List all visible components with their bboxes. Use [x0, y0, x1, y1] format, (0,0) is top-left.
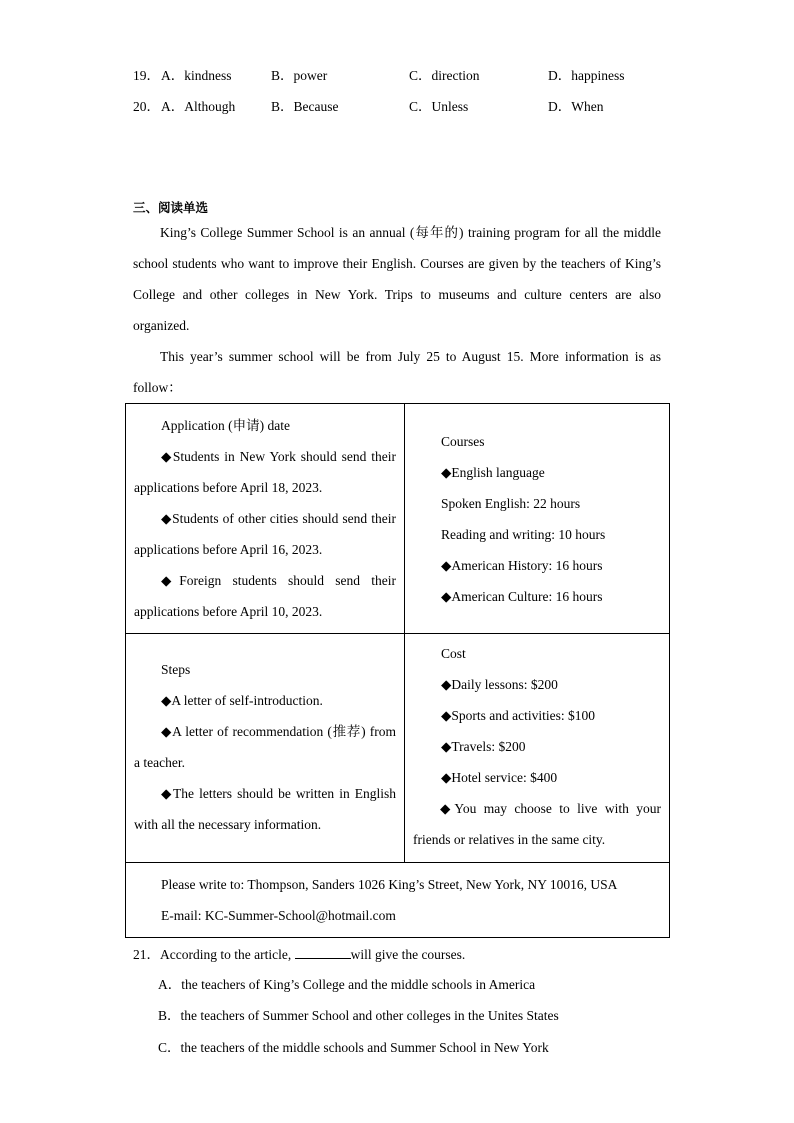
option-a: A．kindness	[161, 68, 232, 83]
stem-text: will give the courses.	[350, 947, 466, 962]
steps-heading: Steps	[161, 662, 191, 677]
option-a: A．Although	[161, 99, 236, 114]
question-number: 20．	[133, 99, 160, 114]
steps-item: ◆The letters should be written in English with all the necessary information.	[134, 786, 396, 832]
cost-heading: Cost	[441, 646, 466, 661]
steps-item: ◆A letter of self-introduction.	[161, 693, 323, 708]
section-title: 三、阅读单选	[133, 200, 209, 215]
question-20	[133, 97, 673, 117]
option-b: B．Because	[271, 99, 339, 114]
application-item: ◆Students of other cities should send their applications before April 16, 2023.	[134, 511, 396, 557]
courses-line: ◆American Culture: 16 hours	[441, 589, 603, 604]
cost-line: ◆Travels: $200	[441, 739, 526, 754]
courses-line: Reading and writing: 10 hours	[441, 527, 606, 542]
application-cell	[126, 404, 405, 634]
contact-address: Please write to: Thompson, Sanders 1026 King’s Street, New York, NY 10016, USA	[161, 877, 618, 892]
question-number: 19．	[133, 68, 160, 83]
info-table	[125, 403, 670, 938]
contact-cell	[126, 863, 670, 938]
cost-line: ◆Hotel service: $400	[441, 770, 558, 785]
cost-line: ◆You may choose to live with your friends or relatives in the same city.	[413, 801, 661, 847]
application-item: ◆Students in New York should send their applications before April 18, 2023.	[134, 449, 396, 495]
option-c: C．Unless	[409, 99, 469, 114]
question-21-option-c: C．the teachers of the middle schools and Summer School in New York	[158, 1040, 549, 1055]
option-d: D．When	[548, 99, 604, 114]
question-number: 21．	[133, 947, 160, 962]
passage-paragraph-1: King’s College Summer School is an annual (每年的) training program for all the middle school students who want to improve their English. Courses are given by the teachers of King’s College and other colleges in New York. Trips to museums and culture centers are also organized.	[133, 225, 661, 333]
question-19	[133, 66, 673, 86]
question-21-option-b: B．the teachers of Summer School and other colleges in the Unites States	[158, 1008, 559, 1023]
question-21-option-a: A．the teachers of King’s College and the middle schools in America	[158, 977, 536, 992]
stem-text: According to the article,	[160, 947, 292, 962]
cost-cell	[405, 634, 670, 863]
steps-cell	[126, 634, 405, 863]
cost-line: ◆Sports and activities: $100	[441, 708, 595, 723]
application-item: ◆Foreign students should send their applications before April 10, 2023.	[134, 573, 396, 619]
option-d: D．happiness	[548, 68, 625, 83]
courses-heading: Courses	[441, 434, 485, 449]
courses-cell	[405, 404, 670, 634]
answer-blank	[295, 944, 351, 959]
steps-item: ◆A letter of recommendation (推荐) from a teacher.	[134, 724, 396, 770]
courses-line: ◆English language	[441, 465, 545, 480]
courses-line: Spoken English: 22 hours	[441, 496, 581, 511]
application-heading: Application (申请) date	[161, 418, 290, 433]
question-21-stem	[133, 944, 465, 965]
courses-line: ◆American History: 16 hours	[441, 558, 603, 573]
passage-paragraph-2: This year’s summer school will be from July 25 to August 15. More information is as follow：	[133, 349, 661, 395]
cost-line: ◆Daily lessons: $200	[441, 677, 558, 692]
contact-email: E-mail: KC-Summer-School@hotmail.com	[161, 908, 396, 923]
option-b: B．power	[271, 68, 328, 83]
option-c: C．direction	[409, 68, 480, 83]
